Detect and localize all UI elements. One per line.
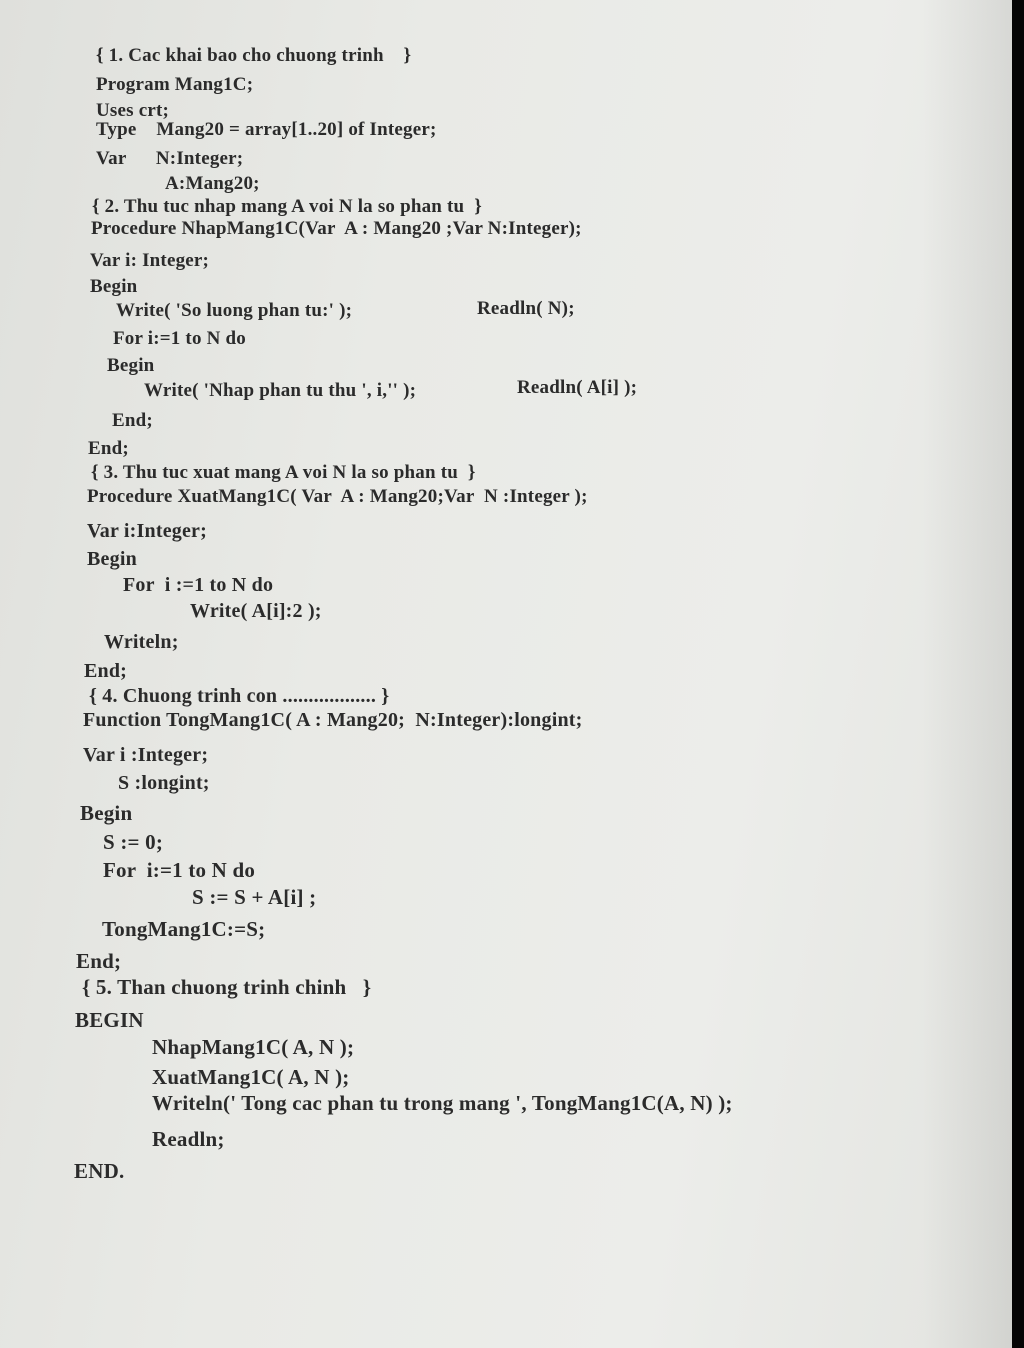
code-line: Readln; bbox=[152, 1127, 225, 1151]
dark-background-edge bbox=[1012, 0, 1024, 1348]
code-line: Procedure XuatMang1C( Var A : Mang20;Var N :Integer ); bbox=[87, 486, 588, 507]
code-line: Procedure NhapMang1C(Var A : Mang20 ;Var N:Integer); bbox=[91, 218, 582, 239]
code-line: NhapMang1C( A, N ); bbox=[152, 1035, 355, 1059]
comment-main-program: { 5. Than chuong trinh chinh } bbox=[82, 975, 372, 999]
code-line: Begin bbox=[90, 276, 138, 297]
code-line: Program Mang1C; bbox=[96, 74, 254, 95]
code-line: Function TongMang1C( A : Mang20; N:Integer):longint; bbox=[83, 709, 583, 731]
code-line: Begin bbox=[107, 355, 155, 376]
code-line: Var i: Integer; bbox=[90, 250, 210, 271]
code-line: End; bbox=[76, 949, 122, 973]
code-line: Writeln; bbox=[104, 631, 179, 653]
code-line: Writeln(' Tong cac phan tu trong mang ', TongMang1C(A, N) ); bbox=[152, 1091, 733, 1115]
code-line: Type Mang20 = array[1..20] of Integer; bbox=[96, 119, 437, 140]
code-line: XuatMang1C( A, N ); bbox=[152, 1065, 350, 1089]
code-line: END. bbox=[74, 1159, 125, 1183]
code-line: For i:=1 to N do bbox=[113, 328, 246, 349]
code-line: S := 0; bbox=[103, 830, 164, 854]
code-line: Var i:Integer; bbox=[87, 520, 207, 542]
code-line: Uses crt; bbox=[96, 100, 170, 121]
code-line: End; bbox=[112, 410, 153, 431]
code-line: S :longint; bbox=[118, 772, 210, 794]
code-line: Var i :Integer; bbox=[83, 744, 209, 766]
code-line: TongMang1C:=S; bbox=[102, 917, 266, 941]
code-line: Write( A[i]:2 ); bbox=[190, 600, 322, 622]
comment-function: { 4. Chuong trinh con .................. } bbox=[89, 685, 390, 707]
comment-input-procedure: { 2. Thu tuc nhap mang A voi N la so phan tu } bbox=[92, 196, 482, 217]
comment-declarations: { 1. Cac khai bao cho chuong trinh } bbox=[96, 45, 412, 66]
code-line: For i:=1 to N do bbox=[103, 858, 256, 882]
code-line: For i :=1 to N do bbox=[123, 574, 274, 596]
code-line: Begin bbox=[80, 801, 133, 825]
code-line: Write( 'So luong phan tu:' ); bbox=[116, 300, 353, 321]
code-line: BEGIN bbox=[75, 1008, 144, 1032]
code-line: End; bbox=[84, 660, 128, 682]
code-line: Var N:Integer; bbox=[96, 148, 244, 169]
code-line: End; bbox=[88, 438, 129, 459]
code-line: S := S + A[i] ; bbox=[192, 885, 317, 909]
code-line: Write( 'Nhap phan tu thu ', i,'' ); bbox=[144, 380, 417, 401]
code-line: Readln( N); bbox=[477, 298, 575, 319]
code-line: A:Mang20; bbox=[165, 173, 260, 194]
code-line: Readln( A[i] ); bbox=[517, 377, 638, 398]
comment-output-procedure: { 3. Thu tuc xuat mang A voi N la so phan tu } bbox=[91, 462, 476, 483]
code-line: Begin bbox=[87, 548, 137, 570]
